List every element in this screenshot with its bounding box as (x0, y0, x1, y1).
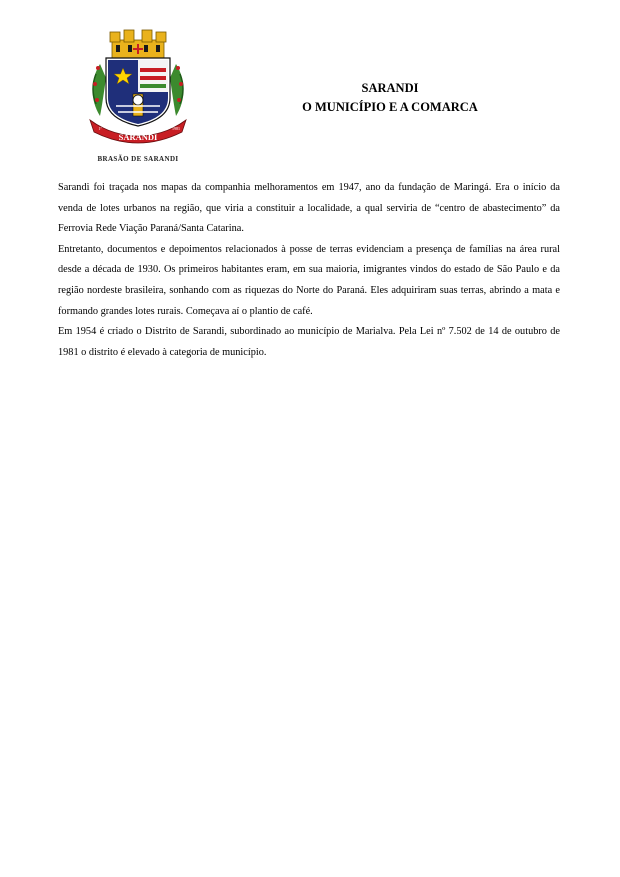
foliage-right-icon (170, 64, 184, 116)
body-text (58, 178, 560, 363)
page-title: SARANDI (361, 81, 419, 95)
foliage-left-icon (93, 64, 107, 116)
paragraph: Entretanto, documentos e depoimentos relacionados à posse de terras evidenciam a presença de famílias na área rural desde a década de 1930. Os primeiros habitantes eram, em sua maioria, imigrantes vindos do estado de São Paulo e da região nordeste brasileira, sonhando com as riquezas do Norte do Paraná. Eles adquiriram suas terras, abrindo a mata e formando grandes lotes rurais. Começava aí o plantio de café. (58, 243, 560, 317)
paragraph: Em 1954 é criado o Distrito de Sarandi, subordinado ao município de Marialva. Pela Lei nº 7.502 de 14 de outubro de 1981 o distrito é elevado à categoria de município. (58, 326, 560, 358)
page-title-block (280, 79, 500, 117)
crest-scroll-right-text: 1981 (172, 126, 180, 131)
crest-scroll-text: SARANDI (118, 132, 158, 142)
crest-scroll-left-text: 1ª (98, 126, 102, 131)
page-subtitle: O MUNICÍPIO E A COMARCA (302, 100, 478, 114)
mural-crown-icon (110, 30, 166, 58)
shield-icon (106, 58, 170, 126)
crest-caption: BRASÃO DE SARANDI (97, 155, 179, 163)
sarandi-coat-of-arms (86, 28, 190, 144)
paragraph: Sarandi foi traçada nos mapas da companhia melhoramentos em 1947, ano da fundação de Maringá. Era o início da venda de lotes urbanos na região, que viria a constituir a localidade, a qual serviria de “centro de abastecimento” da Ferrovia Rede Viação Paraná/Santa Catarina. (58, 182, 560, 235)
